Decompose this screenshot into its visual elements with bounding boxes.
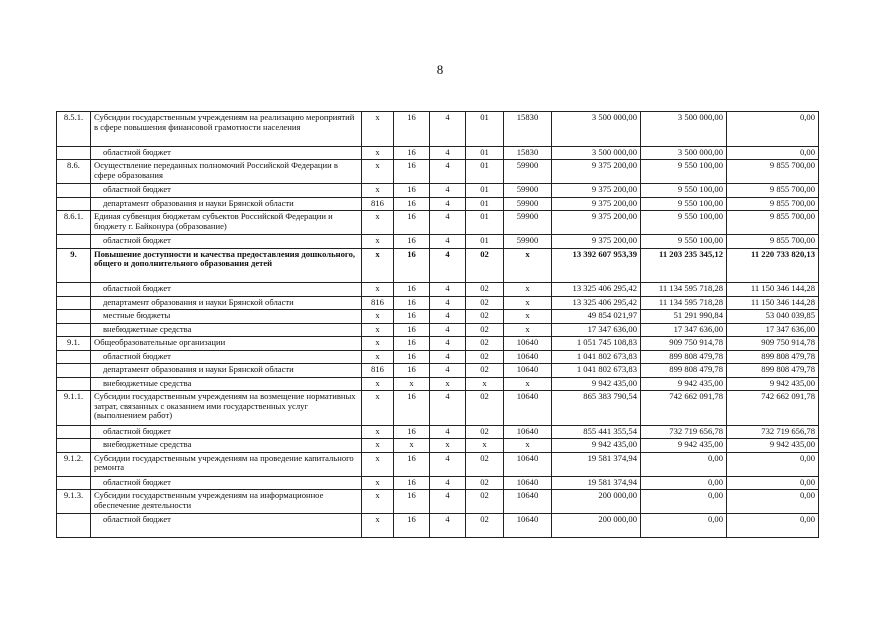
program-code-cell: 16 [394,490,430,514]
amount-year-1-cell: 200 000,00 [552,490,641,514]
row-name-cell: Субсидии государственным учреждениям на информационное обеспечение деятельности [91,490,362,514]
direction-code-cell: 15830 [504,112,552,147]
amount-year-2-cell: 9 550 100,00 [641,235,727,249]
amount-year-2-cell: 899 808 479,78 [641,364,727,378]
program-code-cell: 16 [394,514,430,538]
subprogram-code-cell: 4 [430,310,466,324]
amount-year-2-cell: 742 662 091,78 [641,391,727,426]
row-number-cell [57,425,91,439]
direction-code-cell: 10640 [504,476,552,490]
row-name-cell: внебюджетные средства [91,377,362,391]
amount-year-2-cell: 0,00 [641,490,727,514]
amount-year-3-cell: 899 808 479,78 [727,350,819,364]
direction-code-cell: x [504,283,552,297]
activity-code-cell: 01 [466,112,504,147]
admin-code-cell: x [362,112,394,147]
table-body [57,112,819,538]
table-row [57,283,819,297]
amount-year-2-cell: 3 500 000,00 [641,112,727,147]
admin-code-cell: x [362,160,394,184]
table-row [57,337,819,351]
program-code-cell: 16 [394,452,430,476]
subprogram-code-cell: 4 [430,197,466,211]
row-name-cell: областной бюджет [91,476,362,490]
row-number-cell [57,296,91,310]
amount-year-3-cell: 0,00 [727,476,819,490]
amount-year-2-cell: 3 500 000,00 [641,146,727,160]
direction-code-cell: 10640 [504,490,552,514]
subprogram-code-cell: 4 [430,514,466,538]
activity-code-cell: x [466,439,504,453]
activity-code-cell: 02 [466,490,504,514]
amount-year-3-cell: 0,00 [727,490,819,514]
amount-year-3-cell: 0,00 [727,452,819,476]
amount-year-3-cell: 742 662 091,78 [727,391,819,426]
admin-code-cell: x [362,235,394,249]
direction-code-cell: 10640 [504,425,552,439]
admin-code-cell: x [362,490,394,514]
row-number-cell: 8.6.1. [57,211,91,235]
subprogram-code-cell: 4 [430,146,466,160]
admin-code-cell: x [362,146,394,160]
row-number-cell [57,323,91,337]
activity-code-cell: 02 [466,350,504,364]
activity-code-cell: 02 [466,337,504,351]
direction-code-cell: x [504,248,552,283]
row-number-cell: 8.6. [57,160,91,184]
table-row [57,514,819,538]
activity-code-cell: 02 [466,391,504,426]
table-row [57,310,819,324]
direction-code-cell: 10640 [504,337,552,351]
row-number-cell [57,184,91,198]
subprogram-code-cell: 4 [430,425,466,439]
row-name-cell: департамент образования и науки Брянской области [91,364,362,378]
row-name-cell: внебюджетные средства [91,323,362,337]
subprogram-code-cell: 4 [430,323,466,337]
direction-code-cell: x [504,296,552,310]
subprogram-code-cell: x [430,377,466,391]
amount-year-1-cell: 1 051 745 108,83 [552,337,641,351]
subprogram-code-cell: 4 [430,364,466,378]
row-number-cell [57,146,91,160]
admin-code-cell: x [362,514,394,538]
activity-code-cell: 02 [466,514,504,538]
activity-code-cell: 02 [466,283,504,297]
program-code-cell: 16 [394,310,430,324]
amount-year-3-cell: 9 855 700,00 [727,235,819,249]
program-code-cell: 16 [394,160,430,184]
amount-year-1-cell: 19 581 374,94 [552,452,641,476]
row-number-cell [57,514,91,538]
direction-code-cell: 15830 [504,146,552,160]
direction-code-cell: 10640 [504,391,552,426]
admin-code-cell: x [362,425,394,439]
amount-year-2-cell: 0,00 [641,452,727,476]
row-number-cell: 9.1.1. [57,391,91,426]
row-number-cell [57,476,91,490]
subprogram-code-cell: x [430,439,466,453]
activity-code-cell: 02 [466,364,504,378]
program-code-cell: 16 [394,184,430,198]
table-row [57,146,819,160]
admin-code-cell: x [362,184,394,198]
table-row [57,323,819,337]
amount-year-3-cell: 17 347 636,00 [727,323,819,337]
row-number-cell [57,439,91,453]
amount-year-1-cell: 1 041 802 673,83 [552,364,641,378]
table-row [57,197,819,211]
direction-code-cell: x [504,323,552,337]
program-code-cell: 16 [394,112,430,147]
table-row [57,248,819,283]
table-row [57,235,819,249]
row-number-cell [57,310,91,324]
row-name-cell: Субсидии государственным учреждениям на проведение капитального ремонта [91,452,362,476]
row-name-cell: департамент образования и науки Брянской области [91,296,362,310]
amount-year-2-cell: 9 942 435,00 [641,439,727,453]
direction-code-cell: 10640 [504,350,552,364]
direction-code-cell: 59900 [504,211,552,235]
program-code-cell: 16 [394,364,430,378]
amount-year-3-cell: 0,00 [727,112,819,147]
direction-code-cell: 59900 [504,160,552,184]
row-name-cell: областной бюджет [91,283,362,297]
admin-code-cell: x [362,211,394,235]
subprogram-code-cell: 4 [430,184,466,198]
program-code-cell: 16 [394,476,430,490]
amount-year-3-cell: 11 150 346 144,28 [727,283,819,297]
amount-year-1-cell: 9 942 435,00 [552,439,641,453]
amount-year-2-cell: 9 550 100,00 [641,211,727,235]
admin-code-cell: x [362,476,394,490]
amount-year-1-cell: 9 942 435,00 [552,377,641,391]
activity-code-cell: 01 [466,146,504,160]
direction-code-cell: 10640 [504,364,552,378]
amount-year-1-cell: 49 854 021,97 [552,310,641,324]
direction-code-cell: 59900 [504,184,552,198]
activity-code-cell: 02 [466,248,504,283]
row-number-cell [57,364,91,378]
activity-code-cell: 02 [466,296,504,310]
amount-year-3-cell: 899 808 479,78 [727,364,819,378]
activity-code-cell: 01 [466,197,504,211]
amount-year-1-cell: 9 375 200,00 [552,211,641,235]
amount-year-1-cell: 19 581 374,94 [552,476,641,490]
amount-year-3-cell: 0,00 [727,514,819,538]
program-code-cell: 16 [394,211,430,235]
activity-code-cell: 02 [466,310,504,324]
admin-code-cell: x [362,337,394,351]
row-number-cell: 9.1.2. [57,452,91,476]
amount-year-3-cell: 909 750 914,78 [727,337,819,351]
row-name-cell: Повышение доступности и качества предоставления дошкольного, общего и дополнительного образования детей [91,248,362,283]
row-name-cell: Осуществление переданных полномочий Российской Федерации в сфере образования [91,160,362,184]
row-number-cell: 8.5.1. [57,112,91,147]
row-name-cell: областной бюджет [91,184,362,198]
amount-year-3-cell: 9 855 700,00 [727,197,819,211]
page-number: 8 [436,62,444,77]
activity-code-cell: 02 [466,476,504,490]
amount-year-3-cell: 9 942 435,00 [727,439,819,453]
row-number-cell [57,235,91,249]
amount-year-3-cell: 9 855 700,00 [727,160,819,184]
subprogram-code-cell: 4 [430,283,466,297]
admin-code-cell: x [362,439,394,453]
activity-code-cell: 02 [466,323,504,337]
program-code-cell: 16 [394,350,430,364]
amount-year-1-cell: 3 500 000,00 [552,112,641,147]
row-name-cell: Субсидии государственным учреждениям на возмещение нормативных затрат, связанных с оказанием ими государственных услуг (выполнением работ) [91,391,362,426]
activity-code-cell: 01 [466,184,504,198]
subprogram-code-cell: 4 [430,490,466,514]
row-name-cell: областной бюджет [91,350,362,364]
row-number-cell: 9.1. [57,337,91,351]
direction-code-cell: x [504,310,552,324]
table-row [57,160,819,184]
amount-year-2-cell: 9 942 435,00 [641,377,727,391]
table-row [57,211,819,235]
table-row [57,391,819,426]
program-code-cell: 16 [394,391,430,426]
amount-year-1-cell: 865 383 790,54 [552,391,641,426]
direction-code-cell: 10640 [504,452,552,476]
row-name-cell: областной бюджет [91,235,362,249]
table-row [57,377,819,391]
amount-year-1-cell: 17 347 636,00 [552,323,641,337]
admin-code-cell: 816 [362,197,394,211]
admin-code-cell: x [362,452,394,476]
amount-year-1-cell: 200 000,00 [552,514,641,538]
activity-code-cell: 01 [466,235,504,249]
program-code-cell: 16 [394,248,430,283]
amount-year-2-cell: 0,00 [641,476,727,490]
amount-year-1-cell: 13 325 406 295,42 [552,283,641,297]
admin-code-cell: x [362,310,394,324]
amount-year-3-cell: 53 040 039,85 [727,310,819,324]
activity-code-cell: 01 [466,211,504,235]
subprogram-code-cell: 4 [430,391,466,426]
direction-code-cell: 10640 [504,514,552,538]
table-row [57,296,819,310]
direction-code-cell: x [504,439,552,453]
admin-code-cell: x [362,248,394,283]
admin-code-cell: x [362,350,394,364]
program-code-cell: 16 [394,337,430,351]
table-row [57,364,819,378]
amount-year-3-cell: 9 942 435,00 [727,377,819,391]
row-name-cell: Субсидии государственным учреждениям на реализацию мероприятий в сфере повышения финансовой грамотности населения [91,112,362,147]
amount-year-1-cell: 9 375 200,00 [552,197,641,211]
subprogram-code-cell: 4 [430,452,466,476]
row-name-cell: Общеобразовательные организации [91,337,362,351]
budget-table [56,111,819,538]
program-code-cell: 16 [394,323,430,337]
subprogram-code-cell: 4 [430,211,466,235]
activity-code-cell: 01 [466,160,504,184]
table-row [57,439,819,453]
table-row [57,350,819,364]
table-row [57,112,819,147]
program-code-cell: 16 [394,197,430,211]
activity-code-cell: 02 [466,452,504,476]
row-name-cell: областной бюджет [91,514,362,538]
amount-year-1-cell: 9 375 200,00 [552,235,641,249]
amount-year-2-cell: 17 347 636,00 [641,323,727,337]
amount-year-3-cell: 732 719 656,78 [727,425,819,439]
amount-year-2-cell: 11 134 595 718,28 [641,296,727,310]
amount-year-3-cell: 9 855 700,00 [727,211,819,235]
amount-year-2-cell: 11 134 595 718,28 [641,283,727,297]
amount-year-2-cell: 9 550 100,00 [641,197,727,211]
amount-year-1-cell: 3 500 000,00 [552,146,641,160]
subprogram-code-cell: 4 [430,248,466,283]
admin-code-cell: x [362,283,394,297]
program-code-cell: 16 [394,146,430,160]
row-number-cell [57,283,91,297]
table-row [57,184,819,198]
admin-code-cell: x [362,391,394,426]
amount-year-1-cell: 13 325 406 295,42 [552,296,641,310]
row-name-cell: областной бюджет [91,425,362,439]
row-name-cell: Единая субвенция бюджетам субъектов Российской Федерации и бюджету г. Байконура (образование) [91,211,362,235]
program-code-cell: 16 [394,235,430,249]
program-code-cell: 16 [394,283,430,297]
subprogram-code-cell: 4 [430,296,466,310]
table-row [57,490,819,514]
amount-year-3-cell: 11 220 733 820,13 [727,248,819,283]
subprogram-code-cell: 4 [430,160,466,184]
amount-year-2-cell: 899 808 479,78 [641,350,727,364]
row-name-cell: местные бюджеты [91,310,362,324]
row-name-cell: областной бюджет [91,146,362,160]
admin-code-cell: 816 [362,296,394,310]
admin-code-cell: x [362,323,394,337]
row-number-cell: 9.1.3. [57,490,91,514]
amount-year-1-cell: 9 375 200,00 [552,160,641,184]
row-name-cell: департамент образования и науки Брянской области [91,197,362,211]
row-number-cell [57,350,91,364]
amount-year-2-cell: 9 550 100,00 [641,184,727,198]
amount-year-2-cell: 9 550 100,00 [641,160,727,184]
amount-year-3-cell: 0,00 [727,146,819,160]
activity-code-cell: x [466,377,504,391]
admin-code-cell: x [362,377,394,391]
amount-year-2-cell: 909 750 914,78 [641,337,727,351]
admin-code-cell: 816 [362,364,394,378]
row-number-cell: 9. [57,248,91,283]
amount-year-3-cell: 9 855 700,00 [727,184,819,198]
direction-code-cell: 59900 [504,235,552,249]
subprogram-code-cell: 4 [430,235,466,249]
amount-year-1-cell: 9 375 200,00 [552,184,641,198]
direction-code-cell: x [504,377,552,391]
program-code-cell: 16 [394,296,430,310]
direction-code-cell: 59900 [504,197,552,211]
table-row [57,425,819,439]
program-code-cell: x [394,439,430,453]
amount-year-1-cell: 13 392 607 953,39 [552,248,641,283]
amount-year-2-cell: 0,00 [641,514,727,538]
amount-year-2-cell: 51 291 990,84 [641,310,727,324]
subprogram-code-cell: 4 [430,476,466,490]
row-number-cell [57,197,91,211]
row-number-cell [57,377,91,391]
amount-year-3-cell: 11 150 346 144,28 [727,296,819,310]
program-code-cell: 16 [394,425,430,439]
amount-year-1-cell: 1 041 802 673,83 [552,350,641,364]
subprogram-code-cell: 4 [430,112,466,147]
row-name-cell: внебюджетные средства [91,439,362,453]
amount-year-2-cell: 11 203 235 345,12 [641,248,727,283]
amount-year-1-cell: 855 441 355,54 [552,425,641,439]
activity-code-cell: 02 [466,425,504,439]
amount-year-2-cell: 732 719 656,78 [641,425,727,439]
program-code-cell: x [394,377,430,391]
subprogram-code-cell: 4 [430,337,466,351]
subprogram-code-cell: 4 [430,350,466,364]
table-row [57,476,819,490]
table-row [57,452,819,476]
